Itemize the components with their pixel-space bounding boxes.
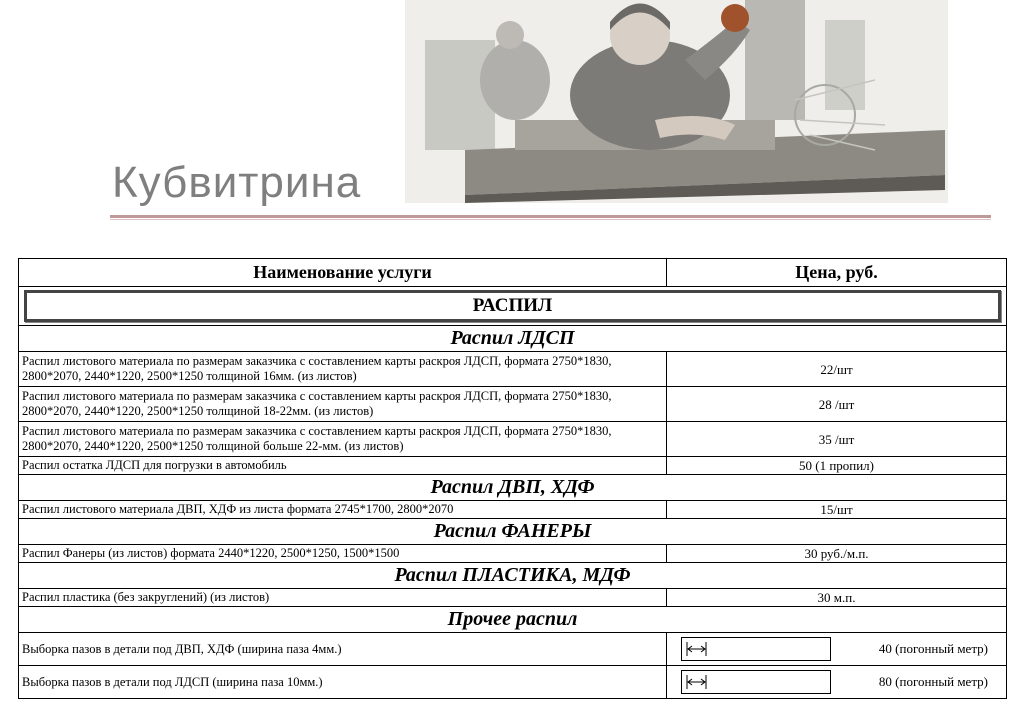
- service-name: Выборка пазов в детали под ДВП, ХДФ (ширина паза 4мм.): [19, 633, 667, 666]
- table-row: [19, 501, 1007, 519]
- section-title-ldsp: Распил ЛДСП: [19, 326, 1007, 352]
- table-row: [19, 666, 1007, 699]
- service-name: Распил Фанеры (из листов) формата 2440*1220, 2500*1250, 1500*1500: [19, 545, 667, 563]
- price-table: [18, 258, 1007, 699]
- service-price: 35 /шт: [667, 422, 1007, 457]
- table-row: [19, 422, 1007, 457]
- service-price: 15/шт: [667, 501, 1007, 519]
- table-row: [19, 352, 1007, 387]
- section-header: [19, 607, 1007, 633]
- header-divider-thin: [110, 219, 991, 220]
- table-row: [19, 589, 1007, 607]
- groove-diagram-icon: [681, 637, 831, 661]
- header-divider: [110, 215, 991, 218]
- section-title-fanera: Распил ФАНЕРЫ: [19, 519, 1007, 545]
- service-name: Распил листового материала по размерам заказчика с составлением карты раскроя ЛДСП, формата 2750*1830, 2800*2070, 2440*1220, 2500*1250 толщиной 16мм. (из листов): [19, 352, 667, 387]
- service-name: Распил пластика (без закруглений) (из листов): [19, 589, 667, 607]
- main-section-title: РАСПИЛ: [24, 290, 1001, 322]
- service-price: 40 (погонный метр): [878, 641, 988, 656]
- column-header-service: Наименование услуги: [19, 259, 667, 287]
- section-title-plastic: Распил ПЛАСТИКА, МДФ: [19, 563, 1007, 589]
- table-row: [19, 633, 1007, 666]
- service-price: 22/шт: [667, 352, 1007, 387]
- service-name: Распил остатка ЛДСП для погрузки в автомобиль: [19, 457, 667, 475]
- section-header: [19, 563, 1007, 589]
- section-title-dvp: Распил ДВП, ХДФ: [19, 475, 1007, 501]
- service-name: Распил листового материала по размерам заказчика с составлением карты раскроя ЛДСП, формата 2750*1830, 2800*2070, 2440*1220, 2500*1250 толщиной 18-22мм. (из листов): [19, 387, 667, 422]
- section-header: [19, 519, 1007, 545]
- service-price: 30 м.п.: [667, 589, 1007, 607]
- service-price: 80 (погонный метр): [878, 674, 988, 689]
- service-name: Распил листового материала по размерам заказчика с составлением карты раскроя ЛДСП, формата 2750*1830, 2800*2070, 2440*1220, 2500*1250 толщиной больше 22-мм. (из листов): [19, 422, 667, 457]
- service-name: Распил листового материала ДВП, ХДФ из листа формата 2745*1700, 2800*2070: [19, 501, 667, 519]
- service-price: 50 (1 пропил): [667, 457, 1007, 475]
- section-header: [19, 475, 1007, 501]
- section-title-other: Прочее распил: [19, 607, 1007, 633]
- table-row: [19, 545, 1007, 563]
- service-price: 28 /шт: [667, 387, 1007, 422]
- service-price: 30 руб./м.п.: [667, 545, 1007, 563]
- table-header-row: [19, 259, 1007, 287]
- service-name: Выборка пазов в детали под ЛДСП (ширина паза 10мм.): [19, 666, 667, 699]
- workshop-illustration: [405, 0, 948, 203]
- section-header: [19, 326, 1007, 352]
- page-header: [0, 0, 1024, 225]
- main-section-row: [19, 287, 1007, 326]
- column-header-price: Цена, руб.: [667, 259, 1007, 287]
- table-row: [19, 387, 1007, 422]
- brand-logo-text: Кубвитрина: [112, 158, 362, 207]
- table-row: [19, 457, 1007, 475]
- groove-diagram-icon: [681, 670, 831, 694]
